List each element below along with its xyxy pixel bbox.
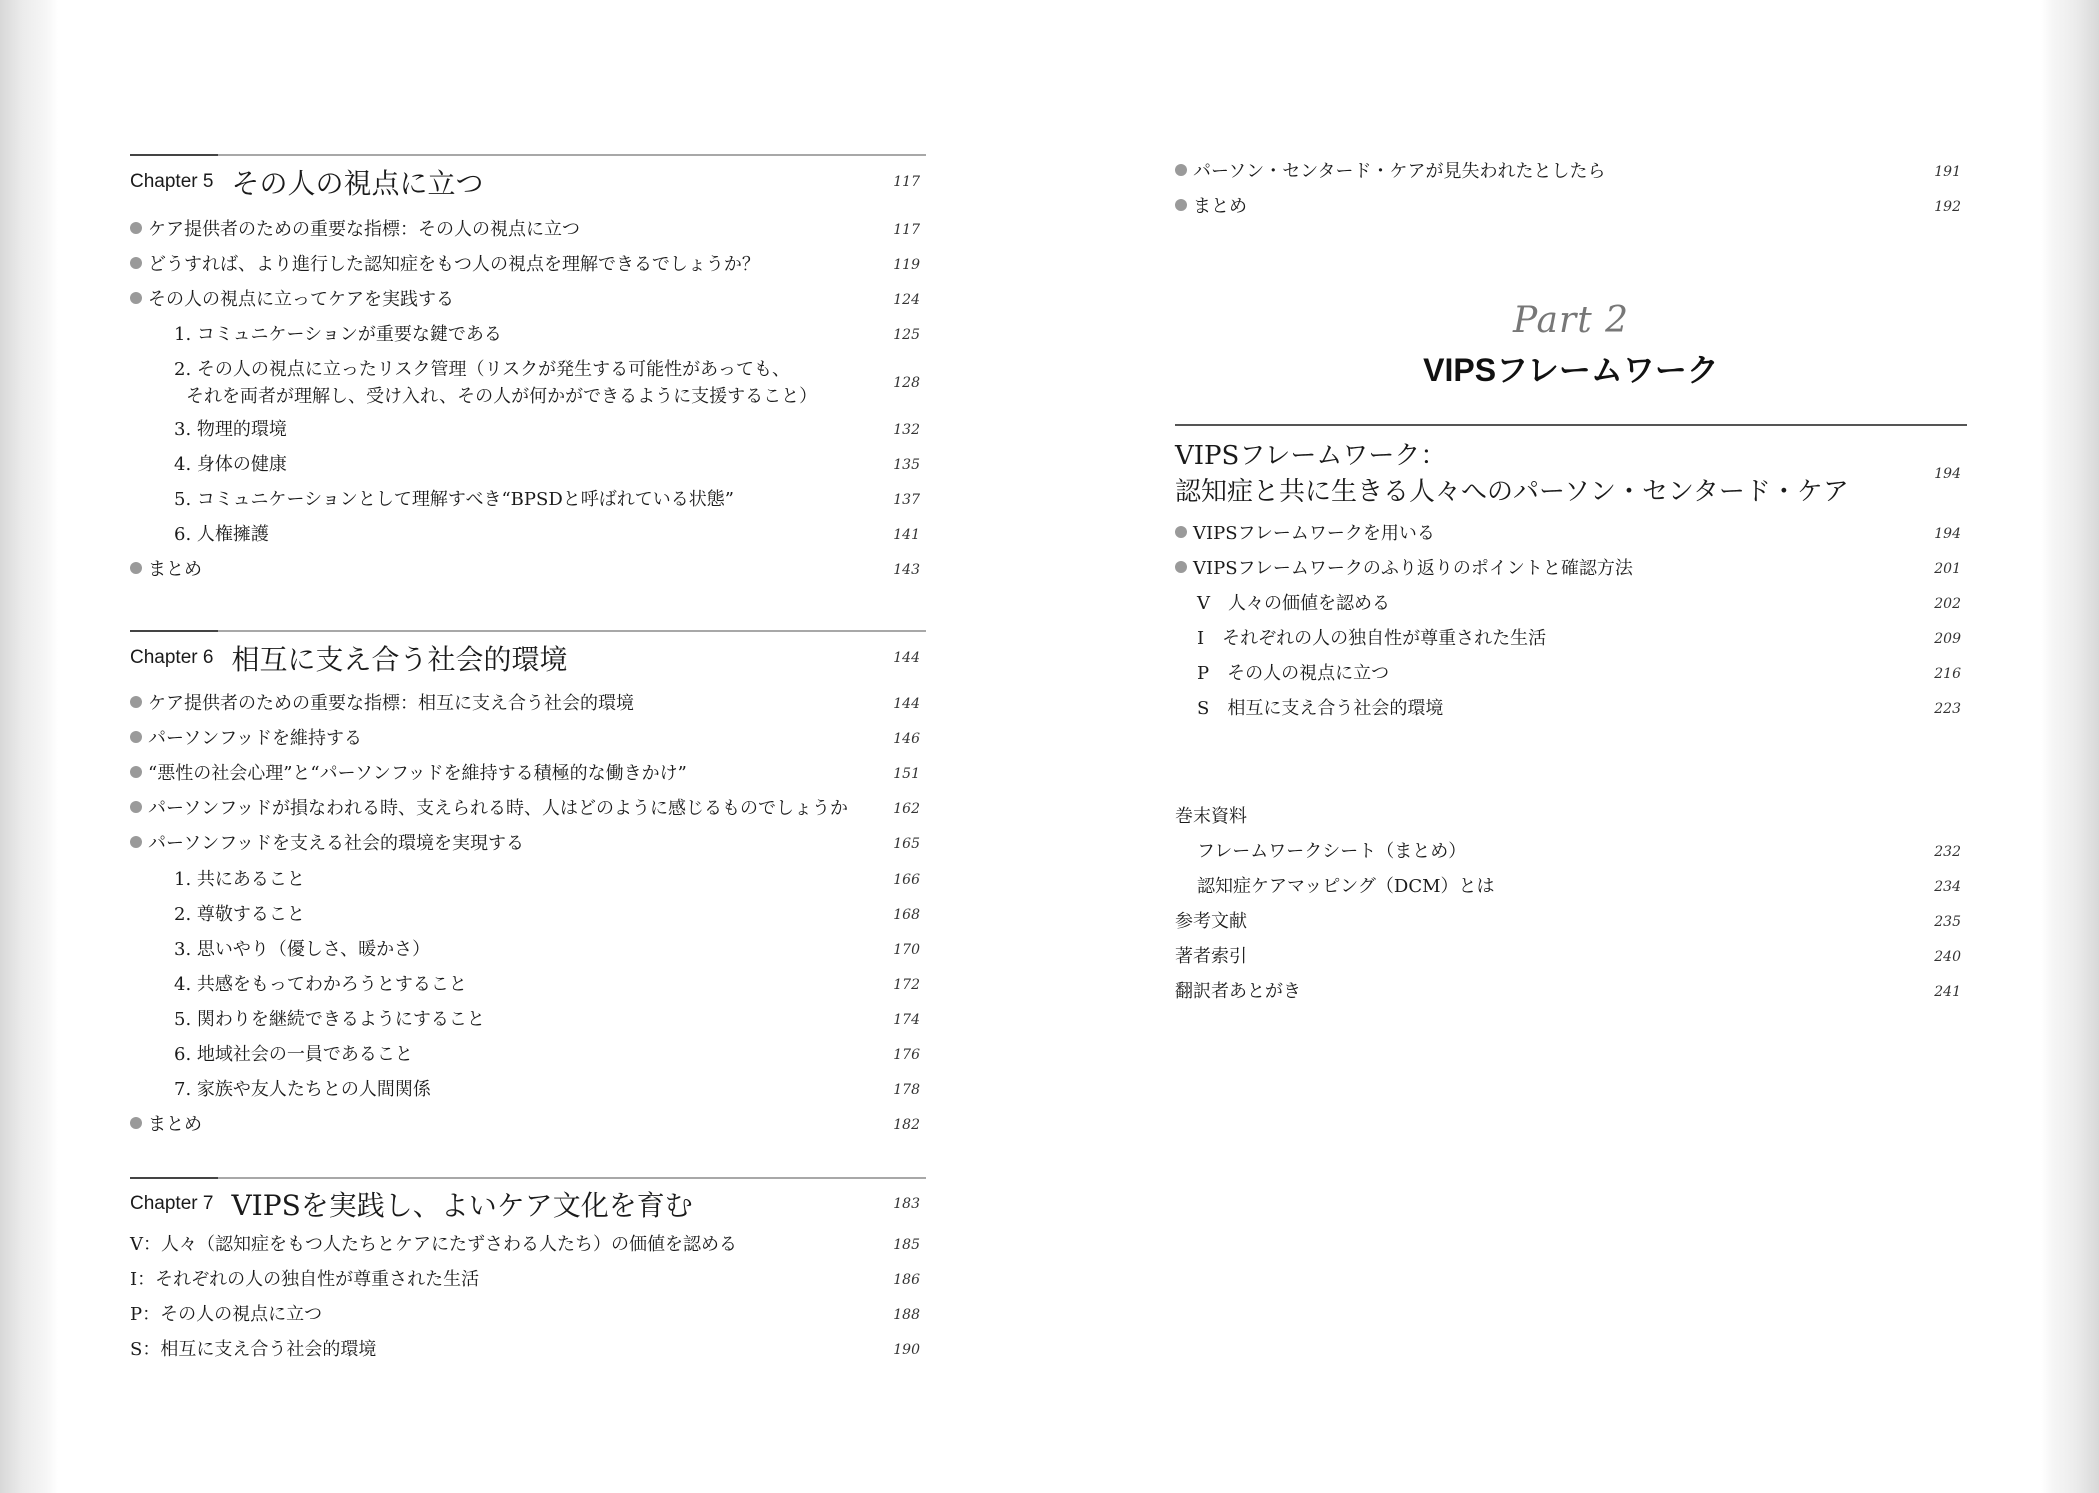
page-number: 141 [893, 527, 920, 543]
toc-subentry[interactable] [130, 418, 926, 442]
toc-entry[interactable] [130, 1113, 926, 1137]
toc-entry[interactable] [1175, 195, 1967, 219]
page-number: 235 [1934, 914, 1961, 930]
toc-entry[interactable] [1175, 557, 1967, 581]
toc-entry-label: I それぞれの人の独自性が尊重された生活 [1197, 628, 1547, 649]
chapter-5-rule [130, 154, 926, 156]
toc-entry-label: 参考文献 [1175, 911, 1247, 932]
page-number: 191 [1934, 164, 1961, 180]
toc-subentry[interactable] [130, 938, 926, 962]
toc-entry-label: 1. 共にあること [174, 869, 305, 890]
toc-entry[interactable] [130, 692, 926, 716]
toc-subentry[interactable] [1175, 662, 1967, 686]
appendix-heading-label: 巻末資料 [1175, 806, 1247, 827]
page-number: 176 [893, 1047, 920, 1063]
right-page-edge [2041, 0, 2099, 1493]
toc-entry-label [174, 356, 860, 410]
toc-entry[interactable] [130, 762, 926, 786]
bullet-icon [130, 696, 142, 708]
page-number: 165 [893, 836, 920, 852]
toc-entry[interactable] [130, 288, 926, 312]
bullet-icon [1175, 199, 1187, 211]
page-number: 194 [1934, 466, 1961, 482]
toc-entry[interactable] [1175, 160, 1967, 184]
right-page [1175, 0, 1967, 1493]
toc-subentry[interactable] [1175, 627, 1967, 651]
toc-entry-label: まとめ [148, 559, 202, 580]
section-heading[interactable] [1175, 438, 1967, 510]
page-number: 174 [893, 1012, 920, 1028]
page-number: 151 [893, 766, 920, 782]
page-number: 178 [893, 1082, 920, 1098]
toc-entry-label: S：相互に支え合う社会的環境 [130, 1339, 377, 1360]
toc-entry-label: V 人々の価値を認める [1197, 593, 1390, 614]
toc-entry-label: 翻訳者あとがき [1175, 981, 1301, 1002]
toc-entry[interactable] [130, 1338, 926, 1362]
toc-entry-label-line1: 2. その人の視点に立ったリスク管理（リスクが発生する可能性があっても、 [174, 359, 790, 380]
toc-entry[interactable] [130, 727, 926, 751]
toc-subentry[interactable] [130, 488, 926, 512]
toc-entry-label: 5. コミュニケーションとして理解すべき“BPSDと呼ばれている状態” [174, 489, 734, 510]
toc-entry-label: パーソンフッドを維持する [148, 728, 363, 749]
toc-entry-label: ケア提供者のための重要な指標：相互に支え合う社会的環境 [148, 693, 634, 714]
toc-entry[interactable] [130, 218, 926, 242]
toc-entry[interactable] [130, 253, 926, 277]
page-number: 194 [1934, 526, 1961, 542]
chapter-6-heading[interactable] [130, 638, 926, 678]
page-number: 172 [893, 977, 920, 993]
left-page-edge [0, 0, 58, 1493]
toc-entry-label: V：人々（認知症をもつ人たちとケアにたずさわる人たち）の価値を認める [130, 1234, 737, 1255]
toc-entry-label: 5. 関わりを継続できるようにすること [174, 1009, 485, 1030]
toc-subentry[interactable] [130, 356, 926, 410]
chapter-6-rule [130, 630, 926, 632]
toc-entry-label: まとめ [1193, 196, 1247, 217]
page-number: 232 [1934, 844, 1961, 860]
chapter-number: Chapter 7 [130, 1193, 214, 1214]
bullet-icon [130, 801, 142, 813]
page-number: 209 [1934, 631, 1961, 647]
page-number: 240 [1934, 949, 1961, 965]
toc-entry[interactable] [130, 558, 926, 582]
toc-subentry[interactable] [130, 973, 926, 997]
toc-entry[interactable] [130, 1303, 926, 1327]
toc-entry-label: 2. 尊敬すること [174, 904, 305, 925]
toc-entry-label: P その人の視点に立つ [1197, 663, 1390, 684]
toc-entry-label: P：その人の視点に立つ [130, 1304, 323, 1325]
page-number: 128 [893, 375, 920, 391]
page-number: 190 [893, 1342, 920, 1358]
toc-entry-label: 6. 人権擁護 [174, 524, 269, 545]
page-number: 185 [893, 1237, 920, 1253]
toc-entry-label: I：それぞれの人の独自性が尊重された生活 [130, 1269, 480, 1290]
page-number: 192 [1934, 199, 1961, 215]
toc-entry-label: VIPSフレームワークを用いる [1193, 523, 1435, 544]
bullet-icon [130, 222, 142, 234]
chapter-title: その人の視点に立つ [231, 167, 484, 200]
page-number: 223 [1934, 701, 1961, 717]
page-number: 117 [893, 174, 920, 190]
toc-entry-label: 1. コミュニケーションが重要な鍵である [174, 324, 502, 345]
toc-subentry[interactable] [130, 453, 926, 477]
page-number: 119 [893, 257, 920, 273]
chapter-7-rule [130, 1177, 926, 1179]
page-number: 117 [893, 222, 920, 238]
section-title-line1: VIPSフレームワーク： [1175, 441, 1447, 471]
toc-entry-label: ケア提供者のための重要な指標：その人の視点に立つ [148, 219, 580, 240]
toc-entry-label: VIPSフレームワークのふり返りのポイントと確認方法 [1193, 558, 1633, 579]
part-label: Part 2 [1512, 300, 1630, 341]
page-number: 241 [1934, 984, 1961, 1000]
toc-entry-label: まとめ [148, 1114, 202, 1135]
toc-entry-label: 4. 身体の健康 [174, 454, 287, 475]
toc-entry-label: パーソンフッドを支える社会的環境を実現する [148, 833, 525, 854]
toc-entry-label: 4. 共感をもってわかろうとすること [174, 974, 467, 995]
toc-entry[interactable] [1175, 945, 1967, 969]
toc-subentry[interactable] [1175, 875, 1967, 899]
page-number: 144 [893, 650, 920, 666]
part-heading[interactable] [1175, 300, 1967, 391]
page-number: 137 [893, 492, 920, 508]
page-number: 146 [893, 731, 920, 747]
bullet-icon [1175, 164, 1187, 176]
page-number: 124 [893, 292, 920, 308]
left-page [130, 0, 926, 1493]
toc-entry-label: パーソン・センタード・ケアが見失われたとしたら [1193, 161, 1606, 182]
bullet-icon [1175, 526, 1187, 538]
toc-entry-label: 3. 物理的環境 [174, 419, 287, 440]
chapter-title: 相互に支え合う社会的環境 [231, 643, 568, 676]
bullet-icon [130, 292, 142, 304]
toc-entry[interactable] [1175, 910, 1967, 934]
toc-entry[interactable] [130, 832, 926, 856]
page-number: 170 [893, 942, 920, 958]
bullet-icon [130, 836, 142, 848]
page-number: 202 [1934, 596, 1961, 612]
toc-entry[interactable] [130, 1233, 926, 1257]
bullet-icon [130, 562, 142, 574]
toc-subentry[interactable] [130, 1043, 926, 1067]
bullet-icon [130, 731, 142, 743]
chapter-5-heading[interactable] [130, 162, 926, 202]
bullet-icon [130, 766, 142, 778]
page-number: 234 [1934, 879, 1961, 895]
toc-entry-label: S 相互に支え合う社会的環境 [1197, 698, 1444, 719]
toc-entry-label-line2: それを両者が理解し、受け入れ、その人が何かができるように支援すること） [186, 386, 818, 407]
toc-entry-label: 7. 家族や友人たちとの人間関係 [174, 1079, 431, 1100]
chapter-7-heading[interactable] [130, 1184, 926, 1224]
bullet-icon [130, 1117, 142, 1129]
page-number: 125 [893, 327, 920, 343]
toc-subentry[interactable] [130, 1008, 926, 1032]
page-number: 186 [893, 1272, 920, 1288]
toc-subentry[interactable] [1175, 840, 1967, 864]
toc-entry-label: どうすれば、より進行した認知症をもつ人の視点を理解できるでしょうか？ [148, 254, 760, 275]
page-number: 135 [893, 457, 920, 473]
page-number: 201 [1934, 561, 1961, 577]
bullet-icon [1175, 561, 1187, 573]
toc-subentry[interactable] [130, 323, 926, 347]
toc-entry-label: パーソンフッドが損なわれる時、支えられる時、人はどのように感じるものでしょうか [148, 798, 849, 819]
page-number: 162 [893, 801, 920, 817]
page-number: 182 [893, 1117, 920, 1133]
page-number: 132 [893, 422, 920, 438]
toc-entry[interactable] [130, 797, 926, 821]
toc-subentry[interactable] [130, 523, 926, 547]
toc-entry[interactable] [130, 1268, 926, 1292]
page-number: 216 [1934, 666, 1961, 682]
bullet-icon [130, 257, 142, 269]
page-number: 143 [893, 562, 920, 578]
toc-entry-label: フレームワークシート（まとめ） [1197, 841, 1467, 862]
toc-subentry[interactable] [1175, 592, 1967, 616]
page-number: 183 [893, 1196, 920, 1212]
section-title-line2: 認知症と共に生きる人々へのパーソン・センタード・ケア [1175, 477, 1849, 507]
toc-entry-label: “悪性の社会心理”と“パーソンフッドを維持する積極的な働きかけ” [148, 763, 687, 784]
toc-entry-label: 認知症ケアマッピング（DCM）とは [1197, 876, 1495, 897]
chapter-number: Chapter 6 [130, 647, 214, 668]
toc-entry-label: その人の視点に立ってケアを実践する [148, 289, 454, 310]
toc-entry[interactable] [1175, 980, 1967, 1004]
section-title [1175, 438, 1901, 510]
section-rule [1175, 424, 1967, 426]
chapter-title: VIPSを実践し、よいケア文化を育む [231, 1189, 693, 1222]
toc-entry[interactable] [1175, 522, 1967, 546]
toc-subentry[interactable] [130, 1078, 926, 1102]
page-number: 168 [893, 907, 920, 923]
appendix-heading [1175, 805, 1967, 829]
part-title: VIPSフレームワーク [1423, 352, 1719, 388]
toc-entry-label: 3. 思いやり（優しさ、暖かさ） [174, 939, 431, 960]
page-number: 144 [893, 696, 920, 712]
chapter-number: Chapter 5 [130, 171, 214, 192]
toc-entry-label: 著者索引 [1175, 946, 1247, 967]
toc-subentry[interactable] [1175, 697, 1967, 721]
page-number: 166 [893, 872, 920, 888]
toc-subentry[interactable] [130, 903, 926, 927]
toc-entry-label: 6. 地域社会の一員であること [174, 1044, 413, 1065]
toc-subentry[interactable] [130, 868, 926, 892]
page-number: 188 [893, 1307, 920, 1323]
